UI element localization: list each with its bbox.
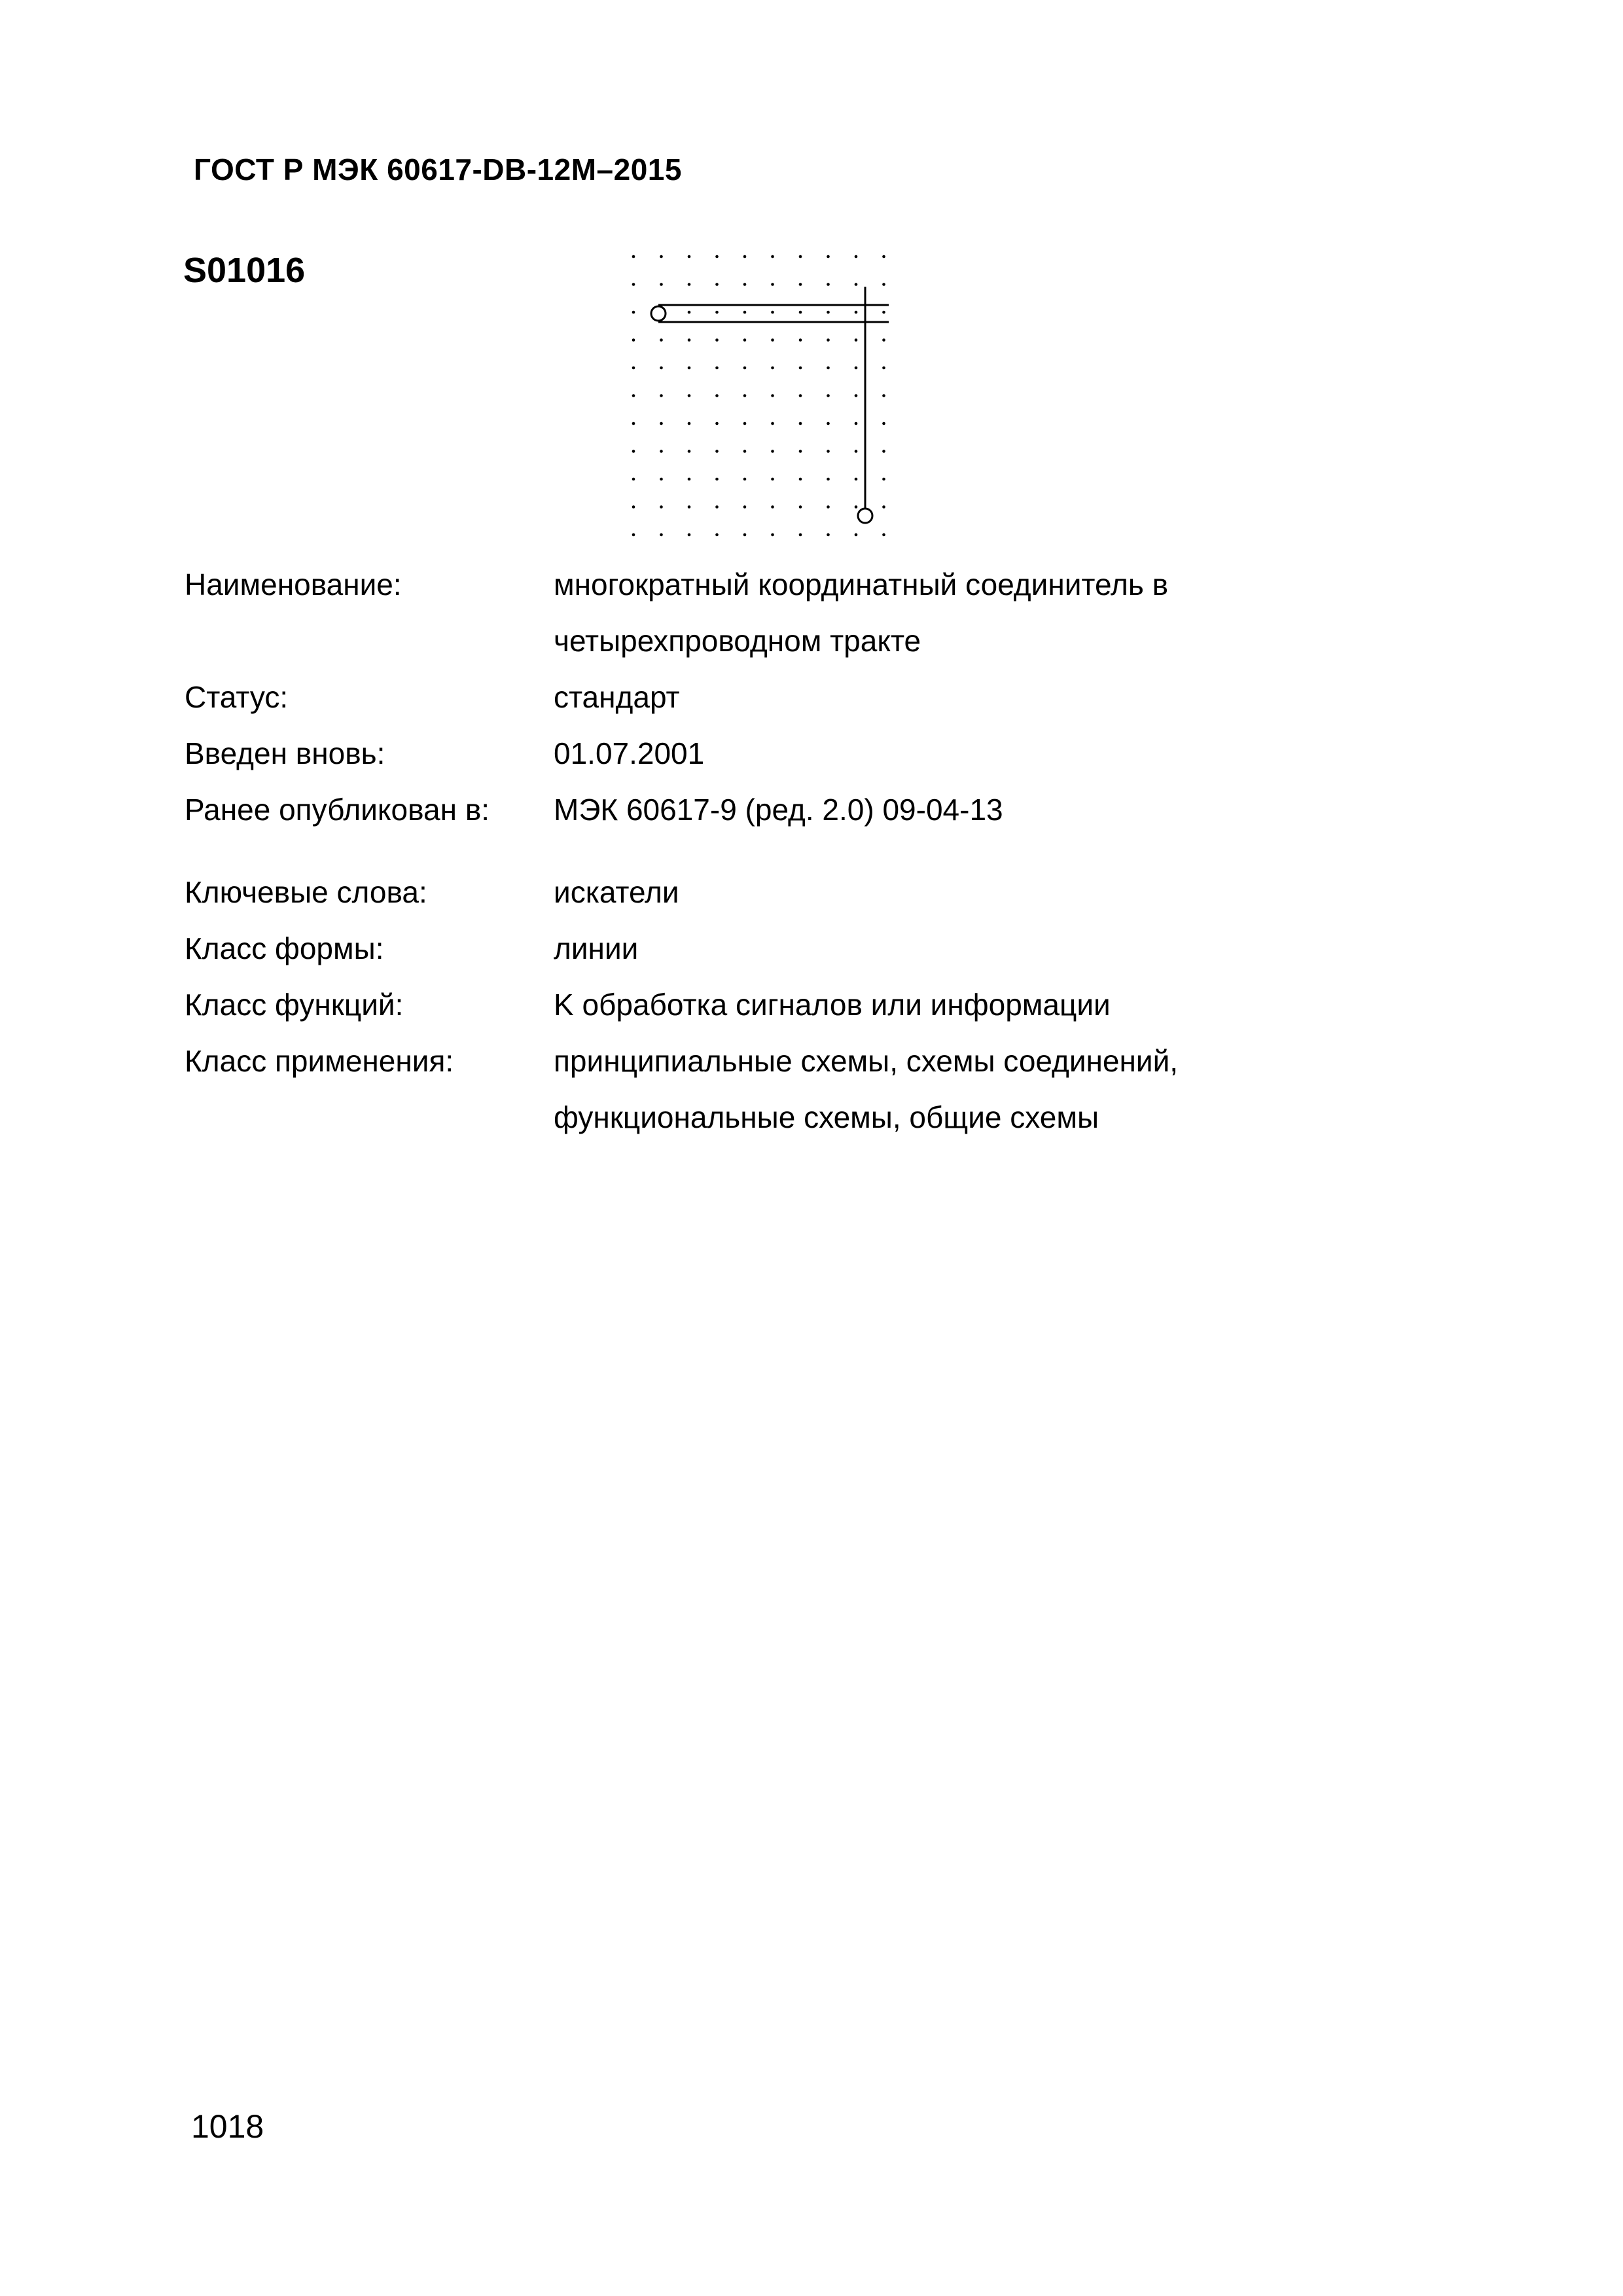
property-value-line: 01.07.2001 [554,736,705,770]
grid-dot [827,394,830,397]
grid-dot [743,311,747,314]
grid-dot [771,338,774,342]
grid-dot [882,311,885,314]
grid-dot [882,394,885,397]
grid-dot [799,478,802,481]
grid-dot [632,422,635,425]
grid-dot [660,394,663,397]
grid-dot [688,394,691,397]
grid-dot [771,422,774,425]
property-value-line: искатели [554,875,679,909]
property-row [185,920,1428,977]
grid-dot [743,478,747,481]
grid-dot [632,505,635,509]
property-value [554,1033,1428,1145]
grid-dot [771,394,774,397]
grid-dot [799,450,802,453]
grid-dot [743,450,747,453]
grid-dot [743,422,747,425]
property-value-line: принципиальные схемы, схемы соединений, [554,1044,1179,1078]
grid-dot [799,283,802,286]
grid-dot [882,533,885,537]
property-row [185,1033,1428,1145]
grid-dot [688,311,691,314]
grid-dot [827,311,830,314]
grid-dot [771,533,774,537]
grid-dot [855,311,858,314]
grid-dot [632,533,635,537]
grid-dot [882,255,885,259]
property-row [185,864,1428,920]
property-value-line: многократный координатный соединитель в [554,567,1169,601]
grid-dot [771,367,774,370]
grid-dot [799,394,802,397]
grid-dot [660,422,663,425]
grid-dot [660,255,663,259]
grid-dot [743,394,747,397]
property-value [554,556,1428,669]
property-row [185,556,1428,669]
grid-dot [688,533,691,537]
grid-dot [799,505,802,509]
property-label: Класс применения: [185,1044,454,1078]
property-value-line: линии [554,931,639,965]
property-value [554,864,1428,920]
grid-dot [688,367,691,370]
grid-dot [688,283,691,286]
grid-dot [855,283,858,286]
grid-dot [632,311,635,314]
property-label: Класс функций: [185,988,404,1022]
grid-dot [799,422,802,425]
grid-dot [743,505,747,509]
property-value [554,920,1428,977]
grid-dot [632,478,635,481]
document-header: ГОСТ Р МЭК 60617-DB-12M–2015 [194,152,682,187]
connector-lines [658,287,889,508]
grid-dot [632,255,635,259]
property-value [554,977,1428,1033]
grid-dot [799,367,802,370]
property-value [554,725,1428,781]
property-value-line: четырехпроводном тракте [554,624,921,658]
terminal-bottom-circle [858,509,872,523]
grid-dot [660,478,663,481]
grid-dot [855,367,858,370]
grid-dot [799,311,802,314]
grid-dot [660,367,663,370]
grid-dot [882,367,885,370]
grid-dot [855,338,858,342]
grid-dot [771,505,774,509]
grid-dot [715,367,719,370]
property-value [554,669,1428,725]
grid-dot [715,505,719,509]
property-label: Ранее опубликован в: [185,793,490,827]
grid-dot [743,338,747,342]
property-label: Ключевые слова: [185,875,427,909]
grid-dot [827,478,830,481]
property-row [185,781,1428,838]
grid-dot [855,422,858,425]
grid-dot [632,394,635,397]
terminal-left-circle [651,306,666,321]
grid-dot [715,422,719,425]
property-row [185,669,1428,725]
property-value-line: стандарт [554,680,680,714]
grid-dot [882,338,885,342]
connector-terminals [651,306,872,523]
grid-dot [882,505,885,509]
grid-dot [827,422,830,425]
grid-dot [799,338,802,342]
grid-dot [771,450,774,453]
grid-dot [827,367,830,370]
property-value-line: K обработка сигналов или информации [554,988,1111,1022]
property-label: Введен вновь: [185,736,385,770]
grid-dot [715,450,719,453]
page-number: 1018 [191,2108,264,2145]
grid-dot [771,283,774,286]
grid-dot [827,505,830,509]
grid-dot [771,478,774,481]
property-value [554,781,1428,838]
grid-dots [632,255,885,537]
grid-dot [632,450,635,453]
grid-dot [660,450,663,453]
grid-dot [827,255,830,259]
grid-dot [688,255,691,259]
grid-dot [827,450,830,453]
grid-dot [660,533,663,537]
property-value-line: МЭК 60617-9 (ред. 2.0) 09-04-13 [554,793,1003,827]
grid-dot [827,283,830,286]
grid-dot [743,255,747,259]
grid-dot [715,283,719,286]
grid-dot [743,283,747,286]
property-row [185,725,1428,781]
grid-dot [688,505,691,509]
grid-dot [688,422,691,425]
grid-dot [771,255,774,259]
properties-list [185,556,1428,1145]
grid-dot [855,394,858,397]
grid-dot [688,450,691,453]
grid-dot [688,478,691,481]
multiple-coordinate-connector-symbol-icon [615,242,910,550]
symbol-id: S01016 [183,251,306,290]
grid-dot [632,367,635,370]
grid-dot [715,478,719,481]
grid-dot [632,338,635,342]
property-value-line: функциональные схемы, общие схемы [554,1100,1099,1134]
grid-dot [882,283,885,286]
grid-dot [827,338,830,342]
property-label: Наименование: [185,567,402,601]
grid-dot [660,505,663,509]
grid-dot [715,533,719,537]
grid-dot [855,255,858,259]
grid-dot [771,311,774,314]
grid-dot [799,533,802,537]
grid-dot [715,394,719,397]
grid-dot [715,338,719,342]
grid-dot [882,450,885,453]
property-label: Статус: [185,680,289,714]
grid-dot [882,422,885,425]
grid-dot [855,533,858,537]
grid-dot [715,255,719,259]
grid-dot [855,478,858,481]
grid-dot [855,505,858,509]
grid-dot [632,283,635,286]
grid-dot [715,311,719,314]
grid-dot [660,338,663,342]
grid-dot [660,283,663,286]
grid-dot [827,533,830,537]
grid-dot [799,255,802,259]
grid-dot [743,367,747,370]
property-row [185,977,1428,1033]
property-label: Класс формы: [185,931,384,965]
grid-dot [743,533,747,537]
grid-dot [688,338,691,342]
grid-dot [882,478,885,481]
grid-dot [855,450,858,453]
